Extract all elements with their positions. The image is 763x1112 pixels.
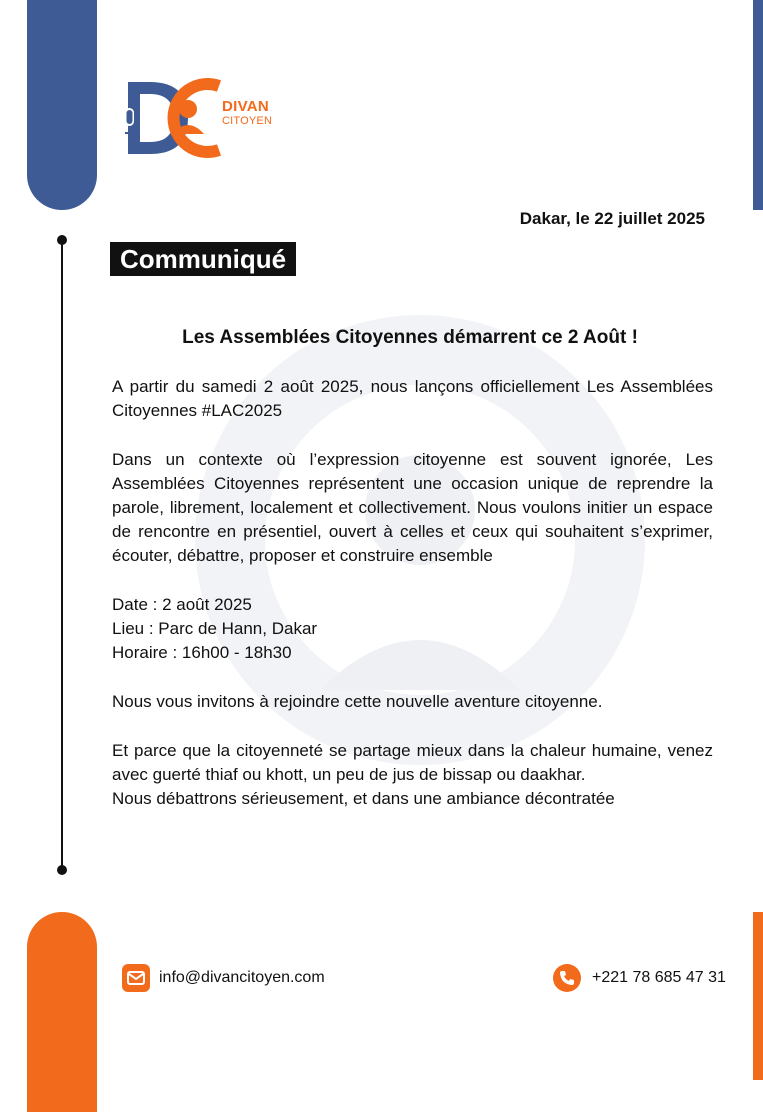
bottom-left-decoration (27, 912, 97, 1112)
paragraph-invite: Nous vous invitons à rejoindre cette nouvelle aventure citoyenne. (112, 692, 603, 711)
detail-location: Lieu : Parc de Hann, Dakar (112, 619, 318, 638)
logo-line1: DIVAN (222, 98, 270, 115)
email-address[interactable]: info@divancitoyen.com (159, 969, 325, 986)
date-line: Dakar, le 22 juillet 2025 (519, 209, 705, 228)
body-text (112, 375, 713, 811)
paragraph-closing-last: Nous débattrons sérieusement, et dans une ambiance décontratée (112, 789, 615, 808)
timeline-dot-top (57, 235, 67, 245)
detail-date: Date : 2 août 2025 (112, 595, 252, 614)
mail-icon (122, 964, 150, 992)
paragraph-intro: A partir du samedi 2 août 2025, nous lançons officiellement Les Assemblées Citoyennes #LAC2025 (112, 377, 713, 420)
timeline-line (61, 240, 63, 872)
paragraph-context: Dans un contexte où l’expression citoyenne est souvent ignorée, Les Assemblées Citoyennes représentent une occasion unique de reprendre la parole, librement, localement et collectivement. Nous voulons initier un espace de rencontre en présentiel, ouvert à celles et ceux qui souhaitent s’exprimer, écouter, débattre, proposer et construire ensemble (112, 450, 713, 565)
bottom-right-decoration (753, 912, 763, 1080)
top-right-decoration (753, 0, 763, 210)
logo-line2: CITOYEN (222, 115, 273, 127)
communique-badge: Communiqué (110, 242, 296, 276)
phone-number[interactable]: +221 78 685 47 31 (592, 969, 726, 986)
footer-phone (553, 964, 726, 992)
footer-email (122, 964, 325, 992)
timeline-dot-bottom (57, 865, 67, 875)
headline: Les Assemblées Citoyennes démarrent ce 2 Août ! (182, 327, 638, 348)
top-left-decoration (27, 0, 97, 210)
paragraph-closing: Et parce que la citoyenneté se partage mieux dans la chaleur humaine, venez avec guerté thiaf ou khott, un peu de jus de bissap ou daakhar. (112, 741, 713, 784)
logo-wordmark (222, 100, 272, 128)
phone-icon (553, 964, 581, 992)
detail-schedule: Horaire : 16h00 - 18h30 (112, 643, 292, 662)
